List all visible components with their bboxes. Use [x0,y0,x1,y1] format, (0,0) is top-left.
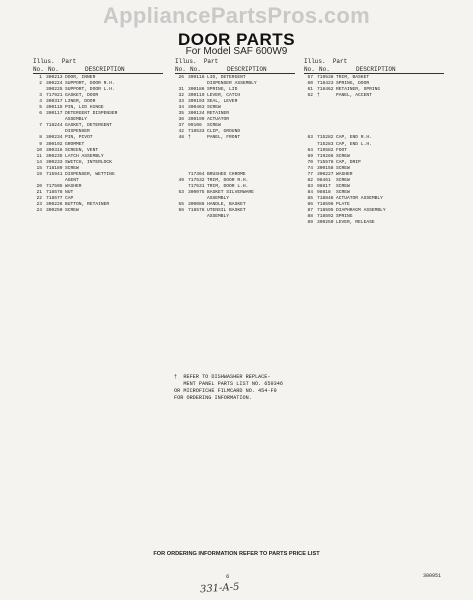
part-description: BRUSHED CHROME [207,171,246,177]
illus-number: 48 [178,135,184,141]
part-number: 719266 [317,153,334,159]
part-description: SCREW [336,153,350,159]
part-description: SCREW [65,165,79,171]
part-number: 718846 [317,195,334,201]
part-number: 300192 [46,141,63,147]
watermark: AppliancePartsPros.com [102,3,371,28]
illus-number: 84 [307,189,313,195]
part-description: SPRING [336,214,353,220]
part-description: CAP, DRIP [336,159,361,165]
part-number: 718595 [317,208,334,214]
part-number: 300316 [46,147,63,153]
part-number: 300193 [188,99,205,105]
illus-number: 9 [39,141,42,147]
part-description: SCREW [336,165,350,171]
illus-number: 89 [307,220,313,226]
header-description: DESCRIPTION [85,66,125,73]
parts-column-1 [33,58,163,214]
part-number: 300463 [188,105,205,111]
illus-number: 8 [39,135,42,141]
illus-number: 57 [307,75,313,80]
illus-number: 53 [178,189,184,195]
illus-number: 61 [307,87,313,93]
illus-number: 34 [178,105,184,111]
part-description: BUTTON, RETAINER [65,201,110,207]
part-description: DISPENSER ASSEMBLY [207,81,257,87]
part-number: 718189 [46,165,63,171]
part-description: LATCH ASSEMBLY [65,153,104,159]
part-number: 98461 [317,177,331,183]
illus-number: 82 [307,177,313,183]
part-description: CAP, END L.H. [336,141,372,147]
part-number: 718423 [317,81,334,87]
part-description: RETAINER [207,111,230,117]
part-description: LEVER, CATCH [207,93,241,99]
illus-number: 83 [307,183,313,189]
illus-number: 33 [178,99,184,105]
handwritten-annotation: 331-A-5 [199,581,240,596]
part-number: 300227 [317,171,334,177]
part-number: 300117 [46,111,63,117]
part-description: TRIM, DOOR R.H. [207,177,249,183]
part-row [33,208,163,214]
part-description: GASKET, DETERGENT [65,123,112,129]
illus-number: 21 [36,189,42,195]
document-code: 300951 [423,573,442,579]
illus-number: 55 [178,201,184,207]
illus-number: 7 [39,123,42,129]
part-description: FOOT [336,147,348,153]
illus-number: 88 [307,214,313,220]
part-number: 300317 [46,99,63,105]
illus-number: 63 [307,135,313,141]
part-description: DISPENSER, WETTING [65,171,115,177]
header-no: No. [175,66,186,73]
part-description: DIAPHRAGM ASSEMBLY [336,208,386,214]
part-description: WASHER [65,183,82,189]
part-number: 300134 [188,111,205,117]
part-number: 719582 [317,147,334,153]
illus-number: 86 [307,201,313,207]
illus-number: 10 [36,147,42,153]
part-number: 300118 [188,75,205,80]
part-description: SCREW [207,123,221,129]
header-description: DESCRIPTION [227,66,267,73]
part-description: PIN, LID HINGE [65,105,104,111]
part-number: 300235 [46,153,63,159]
part-description: ASSEMBLY [207,195,230,201]
page-number: 6 [226,573,230,580]
illus-number: 23 [36,201,42,207]
illus-number: 1 [39,75,42,80]
part-number: 300199 [188,117,205,123]
part-description: CLIP, GROUND [207,129,241,135]
part-description: DETERGENT DISPENSER [65,111,118,117]
page-title: DOOR PARTS [177,30,296,49]
part-number: 717364 [188,171,205,177]
part-number: 98817 [317,183,331,189]
part-description: SUPPORT, DOOR R.H. [65,81,115,87]
part-description: WASHER [336,171,353,177]
illus-number: 62 [307,93,313,99]
part-number: 99106 [188,123,202,129]
illus-number: 74 [307,165,313,171]
part-number: 300115 [46,105,63,111]
part-number: 98818 [317,189,331,195]
illus-number: 19 [36,171,42,177]
part-number: 300225 [46,87,63,93]
part-description: ASSEMBLY [207,214,230,220]
part-description: PIN, PIVOT [65,135,93,141]
part-number: 300226 [46,201,63,207]
header-no: No. [33,66,44,73]
illus-number: 85 [307,195,313,201]
illus-number: 26 [178,75,184,80]
part-number: 715282 [317,135,334,141]
part-description: BASKET SILVERWARE [207,189,254,195]
column-header [175,58,295,73]
part-number: 718462 [317,87,334,93]
ordering-footer: FOR ORDERING INFORMATION REFER TO PARTS PRICE LIST [153,551,320,557]
part-number: 717505 [46,183,63,189]
illus-number: 2 [39,81,42,87]
part-description: LID, DETERGENT [207,75,246,80]
part-row [175,214,295,220]
header-no: No. [304,66,315,73]
part-number: 718592 [317,214,334,220]
illus-number: 35 [178,111,184,117]
header-rule [304,73,444,74]
part-number: 717531 [188,183,205,189]
illus-number: 37 [178,123,184,129]
illus-number: 4 [39,99,42,105]
part-description: PANEL, ACCENT [336,93,372,99]
part-number: 300234 [46,135,63,141]
header-illus: Illus. Part [304,58,348,65]
part-description: SCREEN, VENT [65,147,99,153]
header-partno: No. [319,66,330,73]
part-number: 718244 [46,123,63,129]
part-number: 715283 [317,141,334,147]
illus-number: 87 [307,208,313,214]
part-description: SCREW [336,183,350,189]
part-number: 718578 [188,208,205,214]
part-number: 719538 [317,75,334,80]
replacement-panel-note: † REFER TO DISHWASHER REPLACE- MENT PANEL PARTS LIST NO. 659346 OR MICROFICHE FILMCARD NO. 454-F9 FOR ORDERING INFORMATION. [174,374,283,402]
part-description: ASSEMBLY [65,117,88,123]
illus-number: 11 [36,153,42,159]
header-rule [33,73,163,74]
header-partno: No. [190,66,201,73]
illus-number: 49 [178,177,184,183]
column-header [304,58,444,73]
illus-number: 56 [178,208,184,214]
part-description: ACTUATOR ASSEMBLY [336,195,383,201]
part-row [304,220,444,226]
part-description: PANEL, FRONT [207,135,241,141]
part-description: TRIM, BASKET [336,75,370,80]
illus-number: 32 [178,93,184,99]
part-description: NUT [65,189,74,195]
header-rule [175,73,295,74]
part-description: CAP [65,195,74,201]
part-description: GASKET, DOOR [65,93,99,99]
part-description: HANDLE, BASKET [207,201,246,207]
illus-number: 36 [178,117,184,123]
part-number: 718578 [46,189,63,195]
part-number: 300119 [188,93,205,99]
part-number: 300213 [46,75,63,80]
illus-number: 70 [307,159,313,165]
part-number: 300250 [46,208,63,214]
part-description: SWITCH, INTERLOCK [65,159,112,165]
part-number: 718596 [317,201,334,207]
part-description: DISPENSER [65,129,90,135]
part-number: † [188,135,191,141]
part-number: 715576 [317,159,334,165]
header-illus: Illus. Part [33,58,77,65]
part-number: 300224 [46,81,63,87]
part-description: DOOR, INNER [65,75,96,80]
part-number: 300158 [317,165,334,171]
part-description: SCREW [336,189,350,195]
part-description: GROMMET [65,141,85,147]
part-number: 300075 [188,189,205,195]
part-description: SEAL, LEVER [207,99,238,105]
header-partno: No. [48,66,59,73]
part-description: AGENT [65,177,79,183]
part-description: TRIM, DOOR L.H. [207,183,249,189]
illus-number: 77 [307,171,313,177]
part-description: LEVER, RELEASE [336,220,375,226]
part-description: SPRING, DOOR [336,81,370,87]
part-description: SCREW [207,105,221,111]
part-number: 715941 [46,171,63,177]
part-description: SCREW [336,177,350,183]
part-description: SPRING, LID [207,87,238,93]
part-description: CAP, END R.H. [336,135,372,141]
parts-column-2 [175,58,295,220]
part-description: ACTUATOR [207,117,230,123]
illus-number: 31 [178,87,184,93]
illus-number: 69 [307,153,313,159]
illus-number: 24 [36,208,42,214]
illus-number: 20 [36,183,42,189]
part-description: SUPPORT, DOOR L.H. [65,87,115,93]
part-number: † [317,93,320,99]
illus-number: 22 [36,195,42,201]
part-number: 300250 [317,220,334,226]
part-description: PLATE [336,201,350,207]
part-number: 717532 [188,177,205,183]
part-number: 717921 [46,93,63,99]
illus-number: 5 [39,105,42,111]
illus-number: 3 [39,93,42,99]
illus-number: 42 [178,129,184,135]
header-description: DESCRIPTION [356,66,396,73]
model-subtitle: For Model SAF 600W9 [185,46,288,57]
header-illus: Illus. Part [175,58,219,65]
part-description: LINER, DOOR [65,99,96,105]
parts-column-3 [304,58,444,226]
part-description: RETAINER, SPRING [336,87,381,93]
part-number: 300186 [188,87,205,93]
part-number: 300233 [46,159,63,165]
part-description: UTENSIL BASKET [207,208,246,214]
part-number: 718577 [46,195,63,201]
part-number: 718533 [188,129,205,135]
illus-number: 60 [307,81,313,87]
part-number: 300086 [188,201,205,207]
illus-number: 6 [39,111,42,117]
part-description: SCREW [65,208,79,214]
column-header [33,58,163,73]
illus-number: 14 [36,159,42,165]
illus-number: 15 [36,165,42,171]
illus-number: 64 [307,147,313,153]
